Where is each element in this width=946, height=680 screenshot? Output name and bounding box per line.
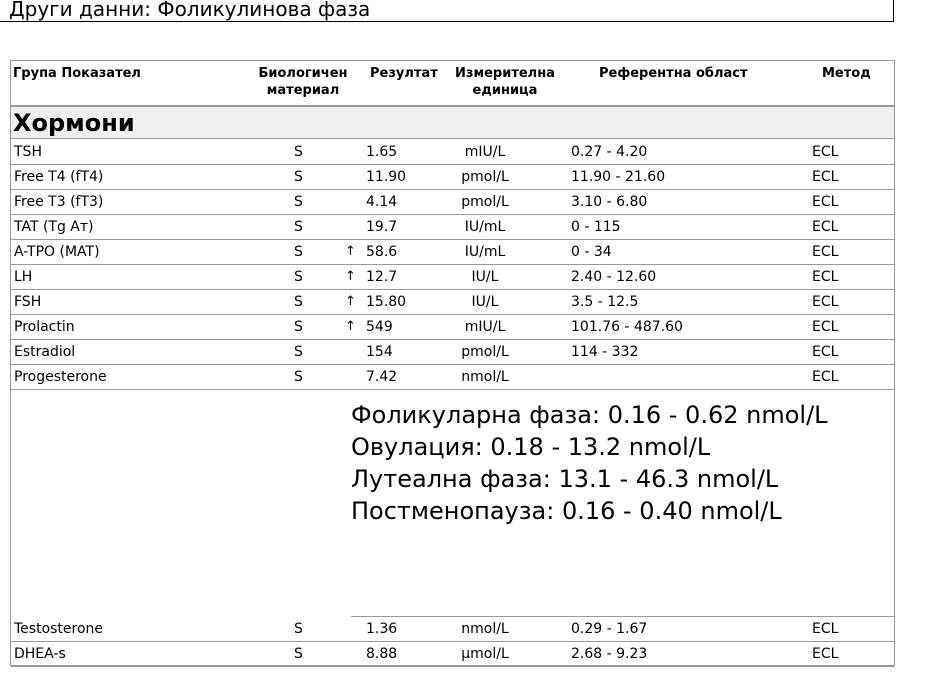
table-row — [11, 190, 894, 215]
table-row — [11, 240, 894, 265]
table-header — [11, 61, 894, 106]
table-row — [11, 315, 894, 340]
cell-material: S — [294, 269, 303, 285]
section-hormones: Хормони — [11, 106, 894, 139]
cell-name: Testosterone — [14, 621, 104, 637]
col-result: Резултат — [370, 66, 438, 81]
col-material: Биологичен материал — [258, 66, 348, 98]
cell-unit: IU/L — [471, 269, 499, 285]
cell-result: 4.14 — [366, 194, 398, 210]
cell-name: TAT (Tg Aт) — [14, 219, 94, 235]
cell-material: S — [294, 294, 303, 310]
cell-name: Prolactin — [14, 319, 75, 335]
cell-result: 1.36 — [366, 621, 398, 637]
col-group: Група Показател — [13, 66, 141, 81]
cell-unit: pmol/L — [461, 169, 509, 185]
cell-unit: pmol/L — [461, 344, 509, 360]
cell-result: 58.6 — [366, 244, 398, 260]
table-row — [11, 265, 894, 290]
note-line: Постменопауза: 0.16 - 0.40 nmol/L — [351, 497, 782, 525]
cell-method: ECL — [812, 219, 839, 235]
cell-result: 7.42 — [366, 369, 398, 385]
cell-unit: IU/L — [471, 294, 499, 310]
cell-unit: IU/mL — [464, 244, 506, 260]
table-row — [11, 340, 894, 365]
note-line: Фоликуларна фаза: 0.16 - 0.62 nmol/L — [351, 401, 828, 429]
cell-material: S — [294, 646, 303, 662]
cell-method: ECL — [812, 269, 839, 285]
table-row — [11, 140, 894, 165]
cell-unit: nmol/L — [461, 621, 509, 637]
cell-material: S — [294, 621, 303, 637]
up-arrow-icon: ↑ — [345, 244, 356, 259]
up-arrow-icon: ↑ — [345, 269, 356, 284]
table-row — [11, 165, 894, 190]
cell-reference: 114 - 332 — [571, 344, 639, 360]
cell-method: ECL — [812, 621, 839, 637]
cell-name: A-TPO (MAT) — [14, 244, 100, 260]
cell-method: ECL — [812, 244, 839, 260]
cell-material: S — [294, 369, 303, 385]
progesterone-reference-notes — [11, 389, 894, 619]
cell-unit: IU/mL — [464, 219, 506, 235]
cell-reference: 3.5 - 12.5 — [571, 294, 639, 310]
cell-material: S — [294, 319, 303, 335]
cell-method: ECL — [812, 344, 839, 360]
col-reference: Референтна област — [599, 66, 748, 81]
up-arrow-icon: ↑ — [345, 294, 356, 309]
cell-result: 154 — [366, 344, 393, 360]
cell-unit: mIU/L — [464, 144, 506, 160]
cell-method: ECL — [812, 194, 839, 210]
cell-method: ECL — [812, 294, 839, 310]
cell-reference: 3.10 - 6.80 — [571, 194, 648, 210]
cell-unit: nmol/L — [461, 369, 509, 385]
cell-result: 12.7 — [366, 269, 398, 285]
cell-method: ECL — [812, 169, 839, 185]
cell-material: S — [294, 344, 303, 360]
cell-material: S — [294, 244, 303, 260]
cell-method: ECL — [812, 369, 839, 385]
cell-result: 549 — [366, 319, 393, 335]
cell-reference: 2.40 - 12.60 — [571, 269, 657, 285]
note-line: Лутеална фаза: 13.1 - 46.3 nmol/L — [351, 465, 779, 493]
table-row — [11, 215, 894, 240]
cell-name: Estradiol — [14, 344, 76, 360]
cell-method: ECL — [812, 319, 839, 335]
table-row — [11, 365, 894, 390]
cell-material: S — [294, 169, 303, 185]
cell-reference: 0.29 - 1.67 — [571, 621, 648, 637]
cell-result: 8.88 — [366, 646, 398, 662]
cell-result: 1.65 — [366, 144, 398, 160]
cell-result: 11.90 — [366, 169, 407, 185]
cell-material: S — [294, 144, 303, 160]
cell-reference: 0 - 115 — [571, 219, 621, 235]
cell-result: 15.80 — [366, 294, 407, 310]
cell-name: FSH — [14, 294, 42, 310]
cell-result: 19.7 — [366, 219, 398, 235]
results-table — [10, 60, 895, 666]
cell-reference: 2.68 - 9.23 — [571, 646, 648, 662]
col-unit: Измерителна единица — [455, 66, 555, 98]
cell-unit: mIU/L — [464, 319, 506, 335]
up-arrow-icon: ↑ — [345, 319, 356, 334]
cell-name: DHEA-s — [14, 646, 66, 662]
col-method: Метод — [822, 66, 871, 81]
cell-reference: 11.90 - 21.60 — [571, 169, 666, 185]
cell-name: Free T4 (fT4) — [14, 169, 104, 185]
cell-unit: pmol/L — [461, 194, 509, 210]
cell-method: ECL — [812, 646, 839, 662]
table-row — [11, 290, 894, 315]
cell-material: S — [294, 194, 303, 210]
cell-name: Progesterone — [14, 369, 107, 385]
cell-reference: 0 - 34 — [571, 244, 612, 260]
cell-name: Free T3 (fT3) — [14, 194, 104, 210]
cell-material: S — [294, 219, 303, 235]
cell-method: ECL — [812, 144, 839, 160]
note-line: Овулация: 0.18 - 13.2 nmol/L — [351, 433, 711, 461]
table-row — [11, 642, 894, 667]
page-title: Други данни: Фоликулинова фаза — [0, 0, 894, 22]
table-row — [11, 617, 894, 642]
cell-reference: 0.27 - 4.20 — [571, 144, 648, 160]
cell-reference: 101.76 - 487.60 — [571, 319, 683, 335]
cell-name: TSH — [14, 144, 42, 160]
cell-name: LH — [14, 269, 33, 285]
cell-unit: µmol/L — [461, 646, 509, 662]
